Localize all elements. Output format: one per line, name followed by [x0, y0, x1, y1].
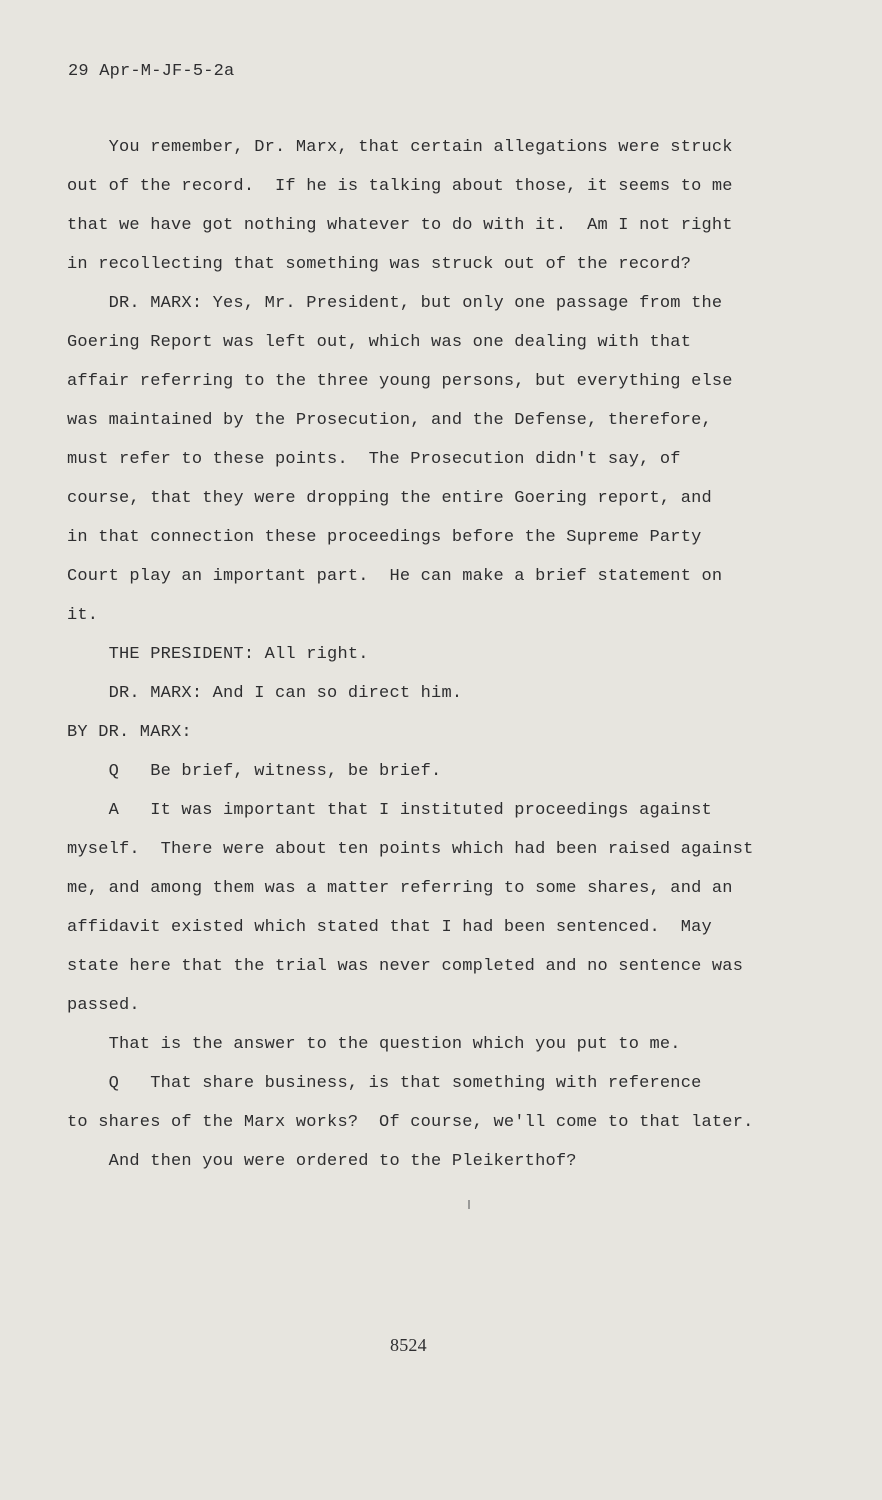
transcript-line: You remember, Dr. Marx, that certain allegations were struck	[67, 138, 733, 157]
page-number: 8524	[390, 1335, 427, 1355]
transcript-line: out of the record. If he is talking about those, it seems to me	[67, 177, 733, 196]
transcript-line: in that connection these proceedings before the Supreme Party	[67, 528, 702, 547]
transcript-line: THE PRESIDENT: All right.	[67, 645, 369, 664]
paper-speck	[468, 1200, 470, 1209]
transcript-line: passed.	[67, 996, 140, 1015]
transcript-line: to shares of the Marx works? Of course, we'll come to that later.	[67, 1113, 754, 1132]
transcript-line: BY DR. MARX:	[67, 723, 192, 742]
transcript-line: DR. MARX: And I can so direct him.	[67, 684, 463, 703]
transcript-line: Q Be brief, witness, be brief.	[67, 762, 442, 781]
transcript-line: And then you were ordered to the Pleikerthof?	[67, 1152, 577, 1171]
transcript-line: me, and among them was a matter referring to some shares, and an	[67, 879, 733, 898]
transcript-line: That is the answer to the question which you put to me.	[67, 1035, 681, 1054]
transcript-line: Court play an important part. He can make a brief statement on	[67, 567, 723, 586]
transcript-line: course, that they were dropping the entire Goering report, and	[67, 489, 712, 508]
document-header: 29 Apr-M-JF-5-2a	[68, 62, 235, 81]
transcript-line: was maintained by the Prosecution, and the Defense, therefore,	[67, 411, 712, 430]
transcript-line: affair referring to the three young persons, but everything else	[67, 372, 733, 391]
transcript-line: it.	[67, 606, 99, 625]
transcript-line: Q That share business, is that something with reference	[67, 1074, 702, 1093]
transcript-line: in recollecting that something was struck out of the record?	[67, 255, 692, 274]
transcript-line: Goering Report was left out, which was one dealing with that	[67, 333, 692, 352]
transcript-line: myself. There were about ten points which had been raised against	[67, 840, 754, 859]
transcript-line: affidavit existed which stated that I had been sentenced. May	[67, 918, 712, 937]
transcript-line: must refer to these points. The Prosecution didn't say, of	[67, 450, 681, 469]
transcript-line: that we have got nothing whatever to do with it. Am I not right	[67, 216, 733, 235]
transcript-line: A It was important that I instituted proceedings against	[67, 801, 712, 820]
transcript-line: state here that the trial was never completed and no sentence was	[67, 957, 744, 976]
transcript-body	[67, 128, 837, 1181]
transcript-line: DR. MARX: Yes, Mr. President, but only one passage from the	[67, 294, 723, 313]
